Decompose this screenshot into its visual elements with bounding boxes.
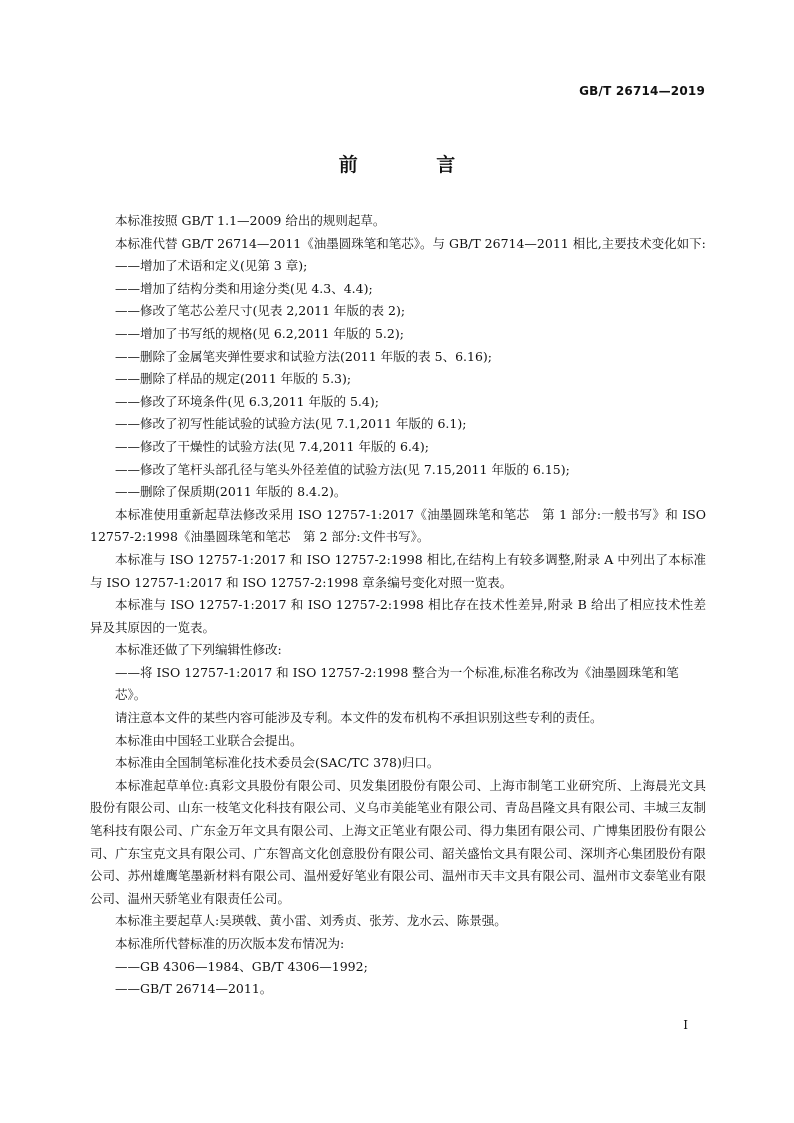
standard-code: GB/T 26714—2019 (579, 84, 705, 98)
paragraph-replacement: 本标准代替 GB/T 26714—2011《油墨圆珠笔和笔芯》。与 GB/T 26714—2011 相比,主要技术变化如下: (115, 235, 706, 251)
history-item: ——GB 4306—1984、GB/T 4306—1992; (115, 958, 368, 974)
paragraph-under-jurisdiction: 本标准由全国制笔标准化技术委员会(SAC/TC 378)归口。 (115, 755, 440, 771)
change-item: ——删除了保质期(2011 年版的 8.4.2)。 (115, 484, 347, 500)
paragraph-patent-notice: 请注意本文件的某些内容可能涉及专利。本文件的发布机构不承担识别这些专利的责任。 (115, 710, 603, 726)
change-item: ——修改了笔杆头部孔径与笔头外径差值的试验方法(见 7.15,2011 年版的 6.15); (115, 461, 570, 477)
change-item: ——增加了结构分类和用途分类(见 4.3、4.4); (115, 280, 373, 296)
paragraph-history-intro: 本标准所代替标准的历次版本发布情况为: (115, 936, 345, 951)
paragraph-editorial-changes: 本标准还做了下列编辑性修改: (115, 642, 282, 658)
change-item: ——修改了干燥性的试验方法(见 7.4,2011 年版的 6.4); (115, 438, 429, 454)
change-item: ——修改了环境条件(见 6.3,2011 年版的 5.4); (115, 393, 379, 409)
change-item: ——修改了笔芯公差尺寸(见表 2,2011 年版的表 2); (115, 303, 406, 319)
paragraph-iso-adoption: 本标准使用重新起草法修改采用 ISO 12757-1:2017《油墨圆珠笔和笔芯 第 1 部分:一般书写》和 ISO 12757-2:1998《油墨圆珠笔和笔芯 第 2 部分:文件书写》。 (90, 506, 706, 545)
page-title: 前 言 (338, 154, 492, 176)
change-item: ——修改了初写性能试验的试验方法(见 7.1,2011 年版的 6.1); (115, 416, 467, 432)
paragraph-technical-differences: 本标准与 ISO 12757-1:2017 和 ISO 12757-2:1998 相比存在技术性差异,附录 B 给出了相应技术性差异及其原因的一览表。 (90, 597, 706, 635)
editorial-change-item: ——将 ISO 12757-1:2017 和 ISO 12757-2:1998 整合为一个标准,标准名称改为《油墨圆珠笔和笔芯》。 (115, 664, 679, 703)
paragraph-drafting-rules: 本标准按照 GB/T 1.1—2009 给出的规则起草。 (115, 213, 386, 228)
change-item: ——删除了金属笔夹弹性要求和试验方法(2011 年版的表 5、6.16); (115, 348, 493, 364)
history-item: ——GB/T 26714—2011。 (115, 981, 273, 997)
change-item: ——删除了样品的规定(2011 年版的 5.3); (115, 371, 352, 387)
paragraph-structure-differences: 本标准与 ISO 12757-1:2017 和 ISO 12757-2:1998 相比,在结构上有较多调整,附录 A 中列出了本标准与 ISO 12757-1:2017 和 ISO 12757-2:1998 章条编号变化对照一览表。 (90, 551, 706, 590)
paragraph-proposed-by: 本标准由中国轻工业联合会提出。 (115, 732, 303, 748)
paragraph-drafting-units: 本标准起草单位:真彩文具股份有限公司、贝发集团股份有限公司、上海市制笔工业研究所、上海晨光文具股份有限公司、山东一枝笔文化科技有限公司、义乌市美能笔业有限公司、青岛昌隆文具有限公司、丰城三友制笔科技有限公司、广东金万年文具有限公司、上海文正笔业有限公司、得力集团有限公司、广博集团股份有限公司、广东宝克文具有限公司、广东智高文化创意股份有限公司、韶关盛怡文具有限公司、深圳齐心集团股份有限公司、苏州雄鹰笔墨新材料有限公司、温州爱好笔业有限公司、温州市天丰文具有限公司、温州市文泰笔业有限公司、温州天骄笔业有限责任公司。 (90, 777, 706, 906)
change-item: ——增加了书写纸的规格(见 6.2,2011 年版的 5.2); (115, 325, 404, 341)
change-item: ——增加了术语和定义(见第 3 章); (115, 258, 308, 274)
foreword-body (90, 210, 706, 1001)
page-number: I (683, 1018, 688, 1032)
paragraph-drafters: 本标准主要起草人:吴瑛戟、黄小雷、刘秀贞、张芳、龙水云、陈景强。 (115, 913, 507, 929)
